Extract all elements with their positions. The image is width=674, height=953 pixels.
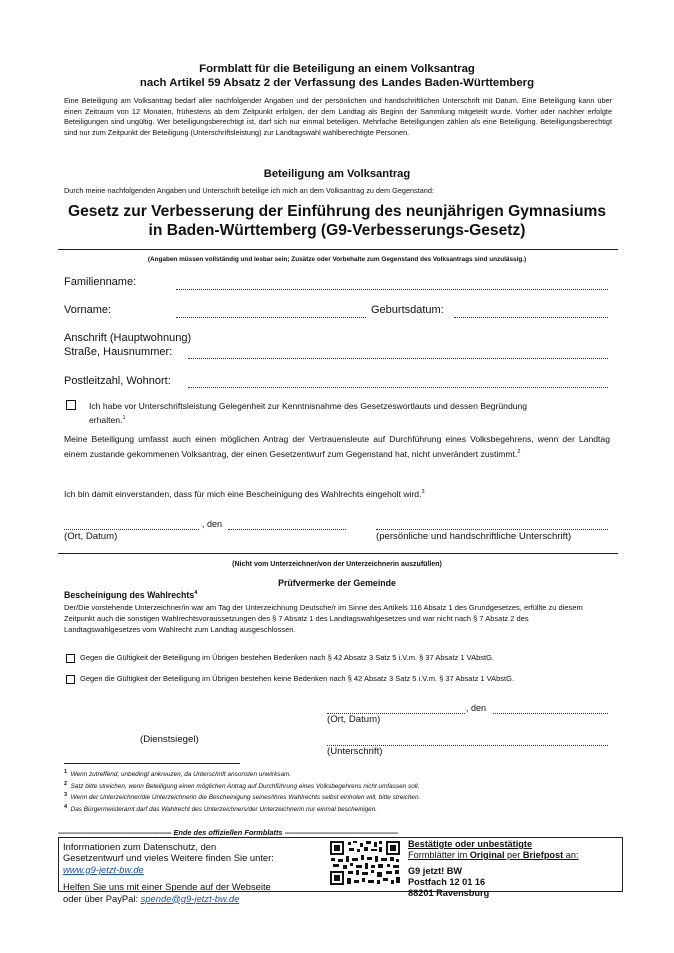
strasse-field[interactable] bbox=[188, 358, 608, 359]
end-of-form-label: Ende des offiziellen Formblatts bbox=[173, 828, 283, 837]
not-signer-note: (Nicht vom Unterzeichner/von der Unterzeichnerin auszufüllen) bbox=[232, 561, 442, 568]
unterschrift-caption: (persönliche und handschriftliche Unterschrift) bbox=[376, 531, 572, 542]
footnote-mark-4: 4 bbox=[194, 590, 198, 597]
postbox-l2e: an: bbox=[563, 850, 579, 860]
gemeinde-datum-field[interactable] bbox=[493, 713, 608, 714]
paypal-email-link[interactable]: spende@g9-jetzt-bw.de bbox=[140, 892, 240, 904]
postbox-l2d: Briefpost bbox=[522, 850, 564, 860]
info-line-4: Helfen Sie uns mit einer Spende auf der Webseite bbox=[63, 881, 271, 893]
footnote-mark-1: 1 bbox=[122, 415, 126, 421]
unterschrift-field[interactable] bbox=[376, 529, 608, 530]
footnotes bbox=[64, 768, 624, 815]
postbox-l2c: per bbox=[504, 850, 523, 860]
ort-field[interactable] bbox=[64, 529, 199, 530]
familienname-label: Familienname: bbox=[64, 276, 137, 288]
postbox-line-2 bbox=[408, 850, 579, 861]
law-title-line-1: Gesetz zur Verbesserung der Einführung des neunjährigen Gymnasiums bbox=[67, 203, 607, 220]
gemeinde-den-label: , den bbox=[466, 703, 487, 713]
pruefvermerke-heading: Prüfvermerke der Gemeinde bbox=[278, 578, 396, 588]
postbox-l2b: Original bbox=[469, 850, 505, 860]
footnote-number: 2 bbox=[64, 780, 68, 787]
law-title bbox=[0, 203, 674, 240]
footnote-number: 3 bbox=[64, 792, 68, 799]
footnote-2 bbox=[64, 780, 624, 792]
einverstanden-paragraph bbox=[64, 489, 425, 499]
postbox-addr-1: G9 jetzt! BW bbox=[408, 866, 463, 876]
info-line-1: Informationen zum Datenschutz, den bbox=[63, 841, 217, 852]
info-line-5 bbox=[63, 893, 274, 904]
bescheinigung-text: Der/Die vorstehende Unterzeichner/in war am Tag der Unterzeichnung Deutsche/r im Sinne des Artikels 116 Absatz 1 des Grundgesetzes, erfüllte zu diesem Zeitpunkt auch die sonstigen Wahlrechtsvoraussetzungen des § 7 Absatz 1 des Landtagswahlgesetzes und war nicht nach § 7 Absatz 2 des Landtagswahlgesetzes vom Wahlrecht zum Landtag ausgeschlossen. bbox=[64, 603, 583, 634]
kenntnisnahme-checkbox[interactable] bbox=[66, 400, 76, 410]
info-text bbox=[63, 841, 274, 904]
form-title bbox=[0, 62, 674, 90]
footnote-4 bbox=[64, 803, 624, 815]
footnote-number: 1 bbox=[64, 769, 68, 775]
section-lead: Durch meine nachfolgenden Angaben und Unterschrift beteilige ich mich an dem Volksantrag zu dem Gegenstand: bbox=[64, 186, 434, 195]
intro-text: Eine Beteiligung am Volksantrag bedarf aller nachfolgender Angaben und der persönlichen und handschriftlichen Unterschrift mit Datum. Eine Beteiligung kann über einen Zeitraum von 12 Monaten, frühestens ab dem Zeitpunkt erfolgen, der dem Landtag als Beginn der Sammlung mitgeteilt wurde. Vorher oder nachher erfolgte Beteiligungen sind ungültig. Wer beteiligungsberechtigt ist, darf sich nur einmal beteiligen. Mehrfache Beteiligungen zählen als eine Beteiligung. Beteiligungsberechtigt sind nur zum Zeitpunkt der Beteiligung (Unterschriftsleistung) zur Landtagswahl wahlberechtigte Personen. bbox=[64, 96, 612, 137]
info-line-2: Gesetzentwurf und vieles Weitere finden Sie unter: bbox=[63, 852, 274, 864]
postbox bbox=[408, 839, 579, 899]
website-link[interactable]: www.g9-jetzt-bw.de bbox=[63, 863, 144, 875]
ort-datum-caption: (Ort, Datum) bbox=[64, 531, 118, 542]
gemeinde-ort-datum-caption: (Ort, Datum) bbox=[327, 714, 381, 725]
qr-code-icon bbox=[329, 840, 401, 886]
keine-bedenken-text: Gegen die Gültigkeit der Beteiligung im Übrigen bestehen keine Bedenken nach § 42 Absatz 3 Satz 5 i.V.m. § 37 Absatz 1 VAbstG. bbox=[80, 674, 515, 683]
familienname-field[interactable] bbox=[176, 289, 608, 290]
keine-bedenken-checkbox[interactable] bbox=[66, 675, 75, 684]
anschrift-label: Anschrift (Hauptwohnung) bbox=[64, 332, 192, 344]
footnote-mark-2: 2 bbox=[517, 448, 521, 455]
divider bbox=[58, 553, 618, 554]
bescheinigung-heading bbox=[64, 590, 197, 600]
dienstsiegel-label: (Dienstsiegel) bbox=[140, 734, 199, 745]
postbox-line-1: Bestätigte oder unbestätigte bbox=[408, 839, 533, 849]
den-label: , den bbox=[202, 519, 223, 529]
footnote-3 bbox=[64, 791, 624, 803]
footnote-mark-3: 3 bbox=[421, 489, 425, 496]
title-line-2: nach Artikel 59 Absatz 2 der Verfassung des Landes Baden-Württemberg bbox=[139, 77, 535, 89]
footnote-text: Das Bürgermeisteramt darf das Wahlrecht des Unterzeichners/der Unterzeichnerin nur einmal bescheinigen. bbox=[70, 806, 378, 813]
law-title-line-2: in Baden-Württemberg (G9-Verbesserungs-Gesetz) bbox=[148, 221, 526, 239]
footnote-text: Wenn zutreffend, unbedingt ankreuzen, da Unterschrift ansonsten unwirksam. bbox=[70, 771, 292, 779]
divider bbox=[58, 249, 618, 250]
strasse-label: Straße, Hausnummer: bbox=[64, 346, 173, 358]
postbox-addr-2: Postfach 12 01 16 bbox=[408, 877, 486, 887]
plz-field[interactable] bbox=[188, 387, 608, 388]
completeness-note: (Angaben müssen vollständig und lesbar sein; Zusätze oder Vorbehalte zum Gegenstand des Volksantrags sind unzulässig.) bbox=[147, 256, 527, 263]
geburtsdatum-field[interactable] bbox=[454, 317, 608, 318]
geburtsdatum-label: Geburtsdatum: bbox=[371, 304, 444, 316]
bedenken-checkbox[interactable] bbox=[66, 654, 75, 663]
postbox-l2a: Formblätter im bbox=[408, 850, 470, 860]
title-line-1: Formblatt für die Beteiligung an einem Volksantrag bbox=[199, 63, 475, 75]
beteiligung-paragraph bbox=[64, 433, 610, 460]
footnote-divider bbox=[64, 763, 240, 764]
vorname-field[interactable] bbox=[176, 317, 366, 318]
beteiligung-text: Meine Beteiligung umfasst auch einen möglichen Antrag der Vertrauensleute auf Durchführung eines Volksbegehrens, wenn der Landtag einem zustande gekommenen Volksantrag, der einen Gesetzentwurf zum Gegenstand hat, nicht unverändert zustimmt. bbox=[64, 434, 610, 459]
gemeinde-unterschrift-caption: (Unterschrift) bbox=[327, 746, 383, 757]
section-heading: Beteiligung am Volksantrag bbox=[263, 168, 411, 180]
footnote-1 bbox=[64, 768, 624, 780]
footnote-text: Satz bitte streichen, wenn Beteiligung einen möglichen Antrag auf Durchführung eines Volksbegehrens nicht umfassen soll. bbox=[70, 782, 420, 790]
datum-field[interactable] bbox=[228, 529, 346, 530]
kenntnisnahme-text bbox=[89, 400, 549, 426]
postbox-addr-3: 88201 Ravensburg bbox=[408, 888, 490, 898]
end-of-form-marker: ------------------------------------------------------- Ende des offiziellen Formblatts ------------------------------------------------------- bbox=[58, 828, 398, 837]
kenntnisnahme-label: Ich habe vor Unterschriftsleistung Gelegenheit zur Kenntnisnahme des Gesetzeswortlauts und dessen Begründung erhalten. bbox=[89, 401, 528, 425]
bedenken-text: Gegen die Gültigkeit der Beteiligung im Übrigen bestehen Bedenken nach § 42 Absatz 3 Satz 5 i.V.m. § 37 Absatz 1 VAbstG. bbox=[80, 653, 495, 662]
paypal-prefix: oder über PayPal: bbox=[63, 892, 141, 904]
bescheinigung-label: Bescheinigung des Wahlrechts bbox=[64, 590, 195, 600]
einverstanden-text: Ich bin damit einverstanden, dass für mich eine Bescheinigung des Wahlrechts eingeholt wird. bbox=[64, 489, 422, 499]
footnote-number: 4 bbox=[64, 803, 68, 810]
vorname-label: Vorname: bbox=[64, 304, 112, 316]
footnote-text: Wenn der Unterzeichner/die Unterzeichnerin die Bescheinigung seines/ihres Wahlrechts selbst einholen will, bitte streichen. bbox=[70, 794, 421, 802]
plz-label: Postleitzahl, Wohnort: bbox=[64, 375, 171, 387]
